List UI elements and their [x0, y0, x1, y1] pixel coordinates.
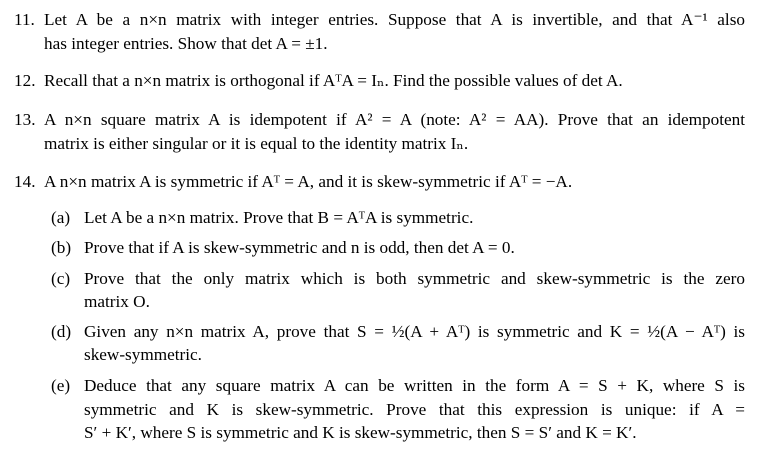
part-a-label: (a)	[51, 208, 71, 227]
problem-11-number: 11.	[14, 10, 35, 29]
problem-12-line-1: Recall that a n×n matrix is orthogonal if AᵀA = Iₙ. Find the possible values of det A.	[44, 71, 623, 90]
problem-11-line-2: has integer entries. Show that det A = ±1.	[44, 34, 328, 53]
part-c-line-1: Prove that the only matrix which is both symmetric and skew-symmetric is the zero	[84, 269, 745, 288]
problem-12-number: 12.	[14, 71, 36, 90]
problem-14-line-1: A n×n matrix A is symmetric if Aᵀ = A, and it is skew-symmetric if Aᵀ = −A.	[44, 172, 573, 191]
problem-14-number: 14.	[14, 172, 36, 191]
part-d-line-1: Given any n×n matrix A, prove that S = ½(A + Aᵀ) is symmetric and K = ½(A − Aᵀ) is	[84, 322, 745, 341]
part-b-line-1: Prove that if A is skew-symmetric and n is odd, then det A = 0.	[84, 238, 515, 257]
part-a-line-1: Let A be a n×n matrix. Prove that B = AᵀA is symmetric.	[84, 208, 474, 227]
problem-13-number: 13.	[14, 110, 36, 129]
problem-13-line-2: matrix is either singular or it is equal to the identity matrix Iₙ.	[44, 134, 469, 153]
problem-11-line-1: Let A be a n×n matrix with integer entries. Suppose that A is invertible, and that A⁻¹ also	[44, 10, 745, 29]
part-c-label: (c)	[51, 269, 71, 288]
part-e-line-1: Deduce that any square matrix A can be written in the form A = S + K, where S is	[84, 376, 745, 395]
part-d-label: (d)	[51, 322, 72, 341]
part-e-label: (e)	[51, 376, 71, 395]
part-c-line-2: matrix O.	[84, 292, 150, 311]
part-e-line-2: symmetric and K is skew-symmetric. Prove that this expression is unique: if A =	[84, 400, 745, 419]
part-d-line-2: skew-symmetric.	[84, 345, 202, 364]
problem-13-line-1: A n×n square matrix A is idempotent if A² = A (note: A² = AA). Prove that an idempotent	[44, 110, 745, 129]
part-b-label: (b)	[51, 238, 72, 257]
part-e-line-3: S′ + K′, where S is symmetric and K is skew-symmetric, then S = S′ and K = K′.	[84, 423, 637, 442]
